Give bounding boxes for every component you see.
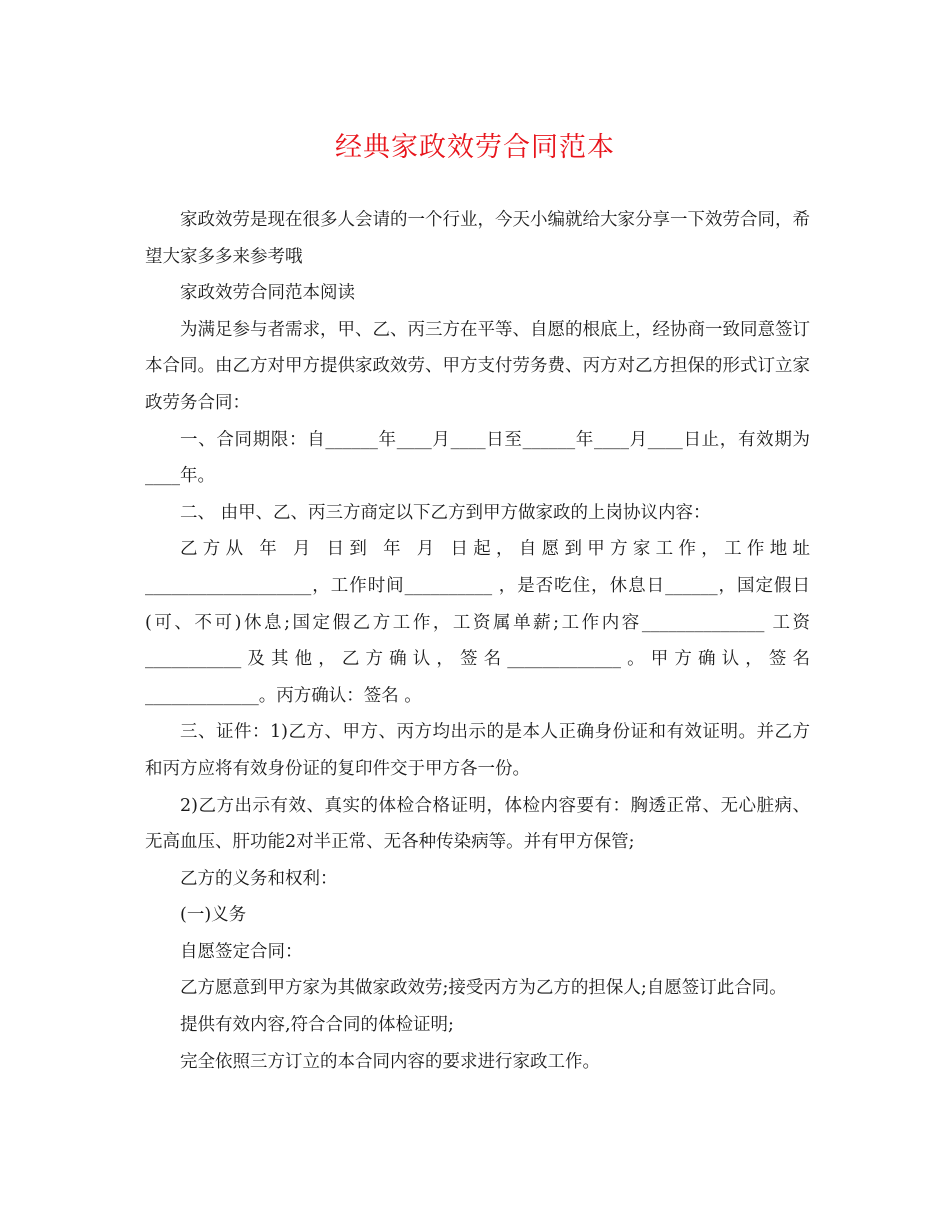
paragraph-health-check: 2)乙方出示有效、真实的体检合格证明，体检内容要有：胸透正常、无心脏病、无高血压、肝功能2对半正常、无各种传染病等。并有甲方保管;	[145, 795, 810, 853]
paragraph-comply: 完全依照三方订立的本合同内容的要求进行家政工作。	[180, 1051, 600, 1072]
paragraph-subtitle: 家政效劳合同范本阅读	[180, 283, 355, 304]
paragraph-provide-proof: 提供有效内容,符合合同的体检证明;	[180, 1015, 454, 1036]
paragraph-voluntary: 自愿签定合同：	[180, 941, 303, 962]
document-title: 经典家政效劳合同范本	[335, 132, 615, 163]
paragraph-agreement: 二、 由甲、乙、丙三方商定以下乙方到甲方做家政的上岗协议内容：	[180, 502, 711, 523]
paragraph-consent: 乙方愿意到甲方家为其做家政效劳;接受丙方为乙方的担保人;自愿签订此合同。	[180, 978, 787, 999]
paragraph-work-details: 乙方从 年 月 日到 年 月 日起，自愿到甲方家工作，工作地址___________________，工作时间__________ ，是否吃住，休息日______，国定假日(可、不可)休息;国定假乙方工作，工资属单薪;工作内容______________ 工资___________及其他，乙方确认，签名_____________。甲方确认，签名_____________。丙方确认：签名 。	[145, 539, 810, 706]
paragraph-duties-heading: 乙方的义务和权利：	[180, 868, 338, 889]
document-body	[145, 202, 810, 1080]
paragraph-intro: 家政效劳是现在很多人会请的一个行业，今天小编就给大家分享一下效劳合同，希望大家多多来参考哦	[145, 210, 810, 267]
paragraph-obligations: (一)义务	[180, 905, 247, 926]
paragraph-preamble: 为满足参与者需求，甲、乙、丙三方在平等、自愿的根底上，经协商一致同意签订本合同。由乙方对甲方提供家政效劳、甲方支付劳务费、丙方对乙方担保的形式订立家政劳务合同：	[145, 319, 810, 413]
paragraph-term: 一、合同期限：自______年____月____日至______年____月____日止，有效期为____年。	[145, 429, 810, 487]
paragraph-documents: 三、证件：1)乙方、甲方、丙方均出示的是本人正确身份证和有效证明。并乙方和丙方应将有效身份证的复印件交于甲方各一份。	[145, 722, 810, 779]
